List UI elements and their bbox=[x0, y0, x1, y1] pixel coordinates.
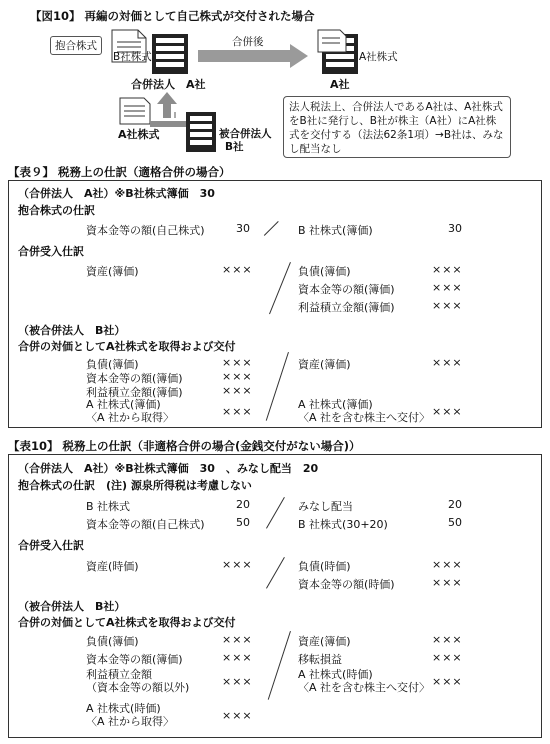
a-stock-label: A社株式 bbox=[359, 51, 398, 63]
table10-sec2-right-label-0: 負債(時価) bbox=[298, 560, 351, 573]
table10-header2: （被合併法人 B社） bbox=[18, 600, 126, 613]
table10-sec2-title: 合併受入仕訳 bbox=[18, 539, 84, 552]
table9-sec3-right-label-1: A 社株式(簿価) 〈A 社を含む株主へ交付〉 bbox=[298, 398, 431, 424]
table9-sec2-right-value-1: ××× bbox=[432, 281, 463, 294]
table10-sec3-right-label-2: A 社株式(時価) 〈A 社を含む株主へ交付〉 bbox=[298, 668, 431, 694]
table9-title: 【表９】 税務上の仕訳（適格合併の場合） bbox=[8, 165, 231, 179]
table10-sec1-left-value-1: 50 bbox=[236, 516, 250, 529]
company-b-building-icon bbox=[186, 112, 216, 152]
table9-sec3-right-label-0: 資産(簿価) bbox=[298, 358, 351, 371]
table9-sec3-left-value-1: ××× bbox=[222, 370, 253, 383]
table10-sec3-left-value-0: ××× bbox=[222, 633, 253, 646]
a-stock-doc-label: A社株式 bbox=[118, 128, 160, 141]
table9-sec3-left-label-3: A 社株式(簿価) 〈A 社から取得〉 bbox=[86, 398, 175, 424]
table10-sec3-title: 合併の対価としてA社株式を取得および交付 bbox=[18, 616, 236, 629]
table10-sec3-left-label-3: A 社株式(時価) 〈A 社から取得〉 bbox=[86, 702, 175, 728]
table9-sec3-title: 合併の対価としてA社株式を取得および交付 bbox=[18, 340, 236, 353]
table9-sec3-left-value-0: ××× bbox=[222, 356, 253, 369]
table10-sec1-right-label-1: B 社株式(30+20) bbox=[298, 518, 388, 531]
table10-sec3-right-value-0: ××× bbox=[432, 633, 463, 646]
table10-sec3-left-label-2: 利益積立金額 （資本金等の額以外) bbox=[86, 668, 190, 694]
table10-sec2-right-value-1: ××× bbox=[432, 576, 463, 589]
table10-title: 【表10】 税務上の仕訳（非適格合併の場合(金銭交付がない場合)） bbox=[8, 439, 361, 453]
table10-sec2-left-label: 資産(時価) bbox=[86, 560, 139, 573]
table10-box bbox=[8, 454, 542, 738]
table9-sec1-left-value: 30 bbox=[236, 222, 250, 235]
table9-sec3-left-value-3: ××× bbox=[222, 405, 253, 418]
table10-sec1-right-label-0: みなし配当 bbox=[298, 500, 353, 513]
table9-sec2-right-label-1: 資本金等の額(簿価) bbox=[298, 283, 395, 296]
table9-sec1-right-value: 30 bbox=[448, 222, 462, 235]
table10-sec3-right-label-0: 資産(簿価) bbox=[298, 635, 351, 648]
table9-sec3-right-value-0: ××× bbox=[432, 356, 463, 369]
table10-sec1-title: 抱合株式の仕訳 (注) 源泉所得税は考慮しない bbox=[18, 479, 252, 492]
table10-header: （合併法人 A社）※B社株式簿価 30 、みなし配当 20 bbox=[18, 462, 319, 475]
a-stock-doc-bottom-icon bbox=[120, 98, 150, 124]
table10-sec3-left-value-3: ××× bbox=[222, 709, 253, 722]
arrow-label: 合併後 bbox=[232, 36, 264, 48]
table9-sec3-left-label-0: 負債(簿価) bbox=[86, 358, 139, 371]
table9-sec3-left-label-1: 資本金等の額(簿価) bbox=[86, 372, 183, 385]
table10-sec1-left-label-0: B 社株式 bbox=[86, 500, 131, 513]
table9-sec2-left-value: ××× bbox=[222, 263, 253, 276]
table9-sec2-right-label-2: 利益積立金額(簿価) bbox=[298, 301, 395, 314]
table9-sec2-right-value-2: ××× bbox=[432, 299, 463, 312]
holding-stock-tag: 抱合株式 bbox=[50, 36, 102, 55]
table9-header2: （被合併法人 B社） bbox=[18, 324, 126, 337]
table10-sec3-left-value-1: ××× bbox=[222, 651, 253, 664]
table9-sec2-title: 合併受入仕訳 bbox=[18, 245, 84, 258]
table10-sec3-right-value-2: ××× bbox=[432, 675, 463, 688]
table10-sec1-right-value-1: 50 bbox=[448, 516, 462, 529]
b-stock-label: B社株式 bbox=[113, 51, 152, 63]
merged-company-b-label: 被合併法人 B社 bbox=[219, 128, 272, 153]
table9-sec3-left-value-2: ××× bbox=[222, 384, 253, 397]
a-stock-document-icon bbox=[318, 30, 346, 52]
table10-sec3-left-label-0: 負債(簿価) bbox=[86, 635, 139, 648]
table9-sec2-right-label-0: 負債(簿価) bbox=[298, 265, 351, 278]
explanation-note: 法人税法上、合併法人であるA社は、A社株式をB社に発行し、B社が株主（A社）にA社株式を交付する（法法62条1項）→B社は、みなし配当なし bbox=[283, 96, 511, 158]
table9-sec1-right-label: B 社株式(簿価) bbox=[298, 224, 373, 237]
figure-title: 【図10】 再編の対価として自己株式が交付された場合 bbox=[30, 9, 315, 23]
table10-sec3-right-label-1: 移転損益 bbox=[298, 653, 342, 666]
table10-sec3-left-value-2: ××× bbox=[222, 675, 253, 688]
table10-sec2-left-value: ××× bbox=[222, 558, 253, 571]
table10-sec2-right-label-1: 資本金等の額(時価) bbox=[298, 578, 395, 591]
table10-sec3-right-value-1: ××× bbox=[432, 651, 463, 664]
table10-sec3-left-label-1: 資本金等の額(簿価) bbox=[86, 653, 183, 666]
table10-sec1-right-value-0: 20 bbox=[448, 498, 462, 511]
up-arrow-icon bbox=[157, 92, 177, 118]
table10-sec2-right-value-0: ××× bbox=[432, 558, 463, 571]
table9-sec1-title: 抱合株式の仕訳 bbox=[18, 204, 95, 217]
table9-sec2-left-label: 資産(簿価) bbox=[86, 265, 139, 278]
company-a-label: A社 bbox=[330, 78, 350, 91]
table9-sec3-left-label-2: 利益積立金額(簿価) bbox=[86, 386, 183, 399]
table9-sec3-right-value-1: ××× bbox=[432, 405, 463, 418]
table10-sec1-left-label-1: 資本金等の額(自己株式) bbox=[86, 518, 205, 531]
merger-company-a-label: 合併法人 A社 bbox=[131, 78, 206, 91]
table9-sec1-left-label: 資本金等の額(自己株式) bbox=[86, 224, 205, 237]
table9-sec2-right-value-0: ××× bbox=[432, 263, 463, 276]
company-a-building-icon bbox=[152, 34, 188, 74]
table10-sec1-left-value-0: 20 bbox=[236, 498, 250, 511]
table9-header: （合併法人 A社）※B社株式簿価 30 bbox=[18, 187, 215, 200]
